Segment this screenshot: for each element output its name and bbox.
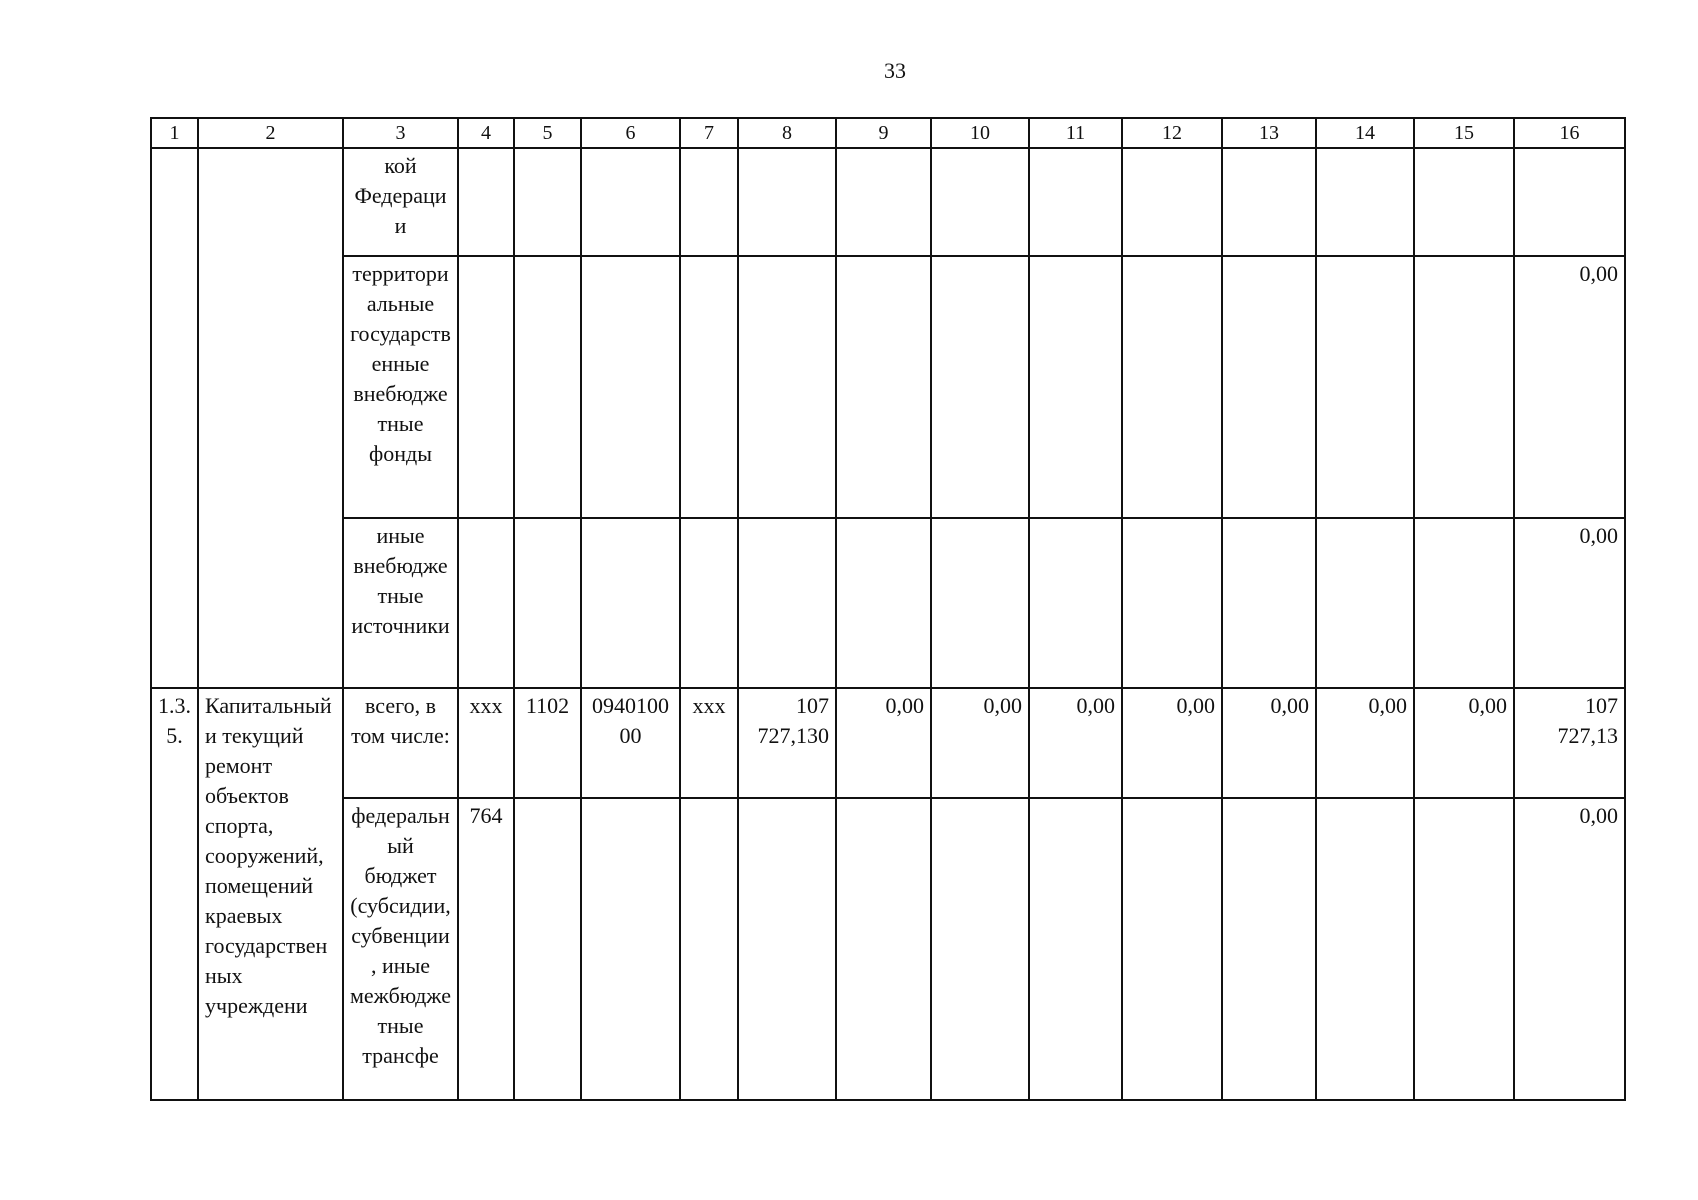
cell-c11: 0,00	[1029, 688, 1122, 798]
cell-c8	[738, 518, 836, 688]
cell-c9	[836, 148, 931, 256]
cell-c15	[1414, 256, 1514, 518]
cell-c8: 107 727,130	[738, 688, 836, 798]
cell-c6	[581, 518, 680, 688]
cell-c7: ххх	[680, 688, 738, 798]
cell-c5	[514, 256, 581, 518]
cell-c15	[1414, 148, 1514, 256]
cell-row-number	[151, 148, 198, 688]
header-cell-8: 8	[738, 118, 836, 148]
cell-source: федеральный бюджет (субсидии, субвенции, иные межбюджетные трансфе	[343, 798, 458, 1100]
cell-c14	[1316, 148, 1414, 256]
cell-c15: 0,00	[1414, 688, 1514, 798]
cell-c7	[680, 798, 738, 1100]
header-cell-13: 13	[1222, 118, 1316, 148]
cell-c16	[1514, 148, 1625, 256]
table-row	[151, 798, 1625, 1100]
cell-c15	[1414, 518, 1514, 688]
header-cell-5: 5	[514, 118, 581, 148]
cell-c9	[836, 798, 931, 1100]
header-cell-7: 7	[680, 118, 738, 148]
cell-c15	[1414, 798, 1514, 1100]
cell-c16: 0,00	[1514, 518, 1625, 688]
cell-c4: ххх	[458, 688, 514, 798]
cell-c7	[680, 148, 738, 256]
cell-c13	[1222, 798, 1316, 1100]
budget-table	[150, 117, 1626, 1101]
cell-c12	[1122, 518, 1222, 688]
cell-c10	[931, 518, 1029, 688]
cell-c4	[458, 256, 514, 518]
cell-c12: 0,00	[1122, 688, 1222, 798]
cell-c4	[458, 518, 514, 688]
cell-name: Капитальный и текущий ремонт объектов спорта, сооружений, помещений краевых государственных учреждени	[198, 688, 343, 1100]
cell-c5	[514, 148, 581, 256]
cell-c14	[1316, 256, 1414, 518]
table-row	[151, 518, 1625, 688]
header-cell-3: 3	[343, 118, 458, 148]
cell-c14: 0,00	[1316, 688, 1414, 798]
cell-c11	[1029, 148, 1122, 256]
cell-c10: 0,00	[931, 688, 1029, 798]
cell-c7	[680, 256, 738, 518]
cell-c8	[738, 148, 836, 256]
cell-c6	[581, 798, 680, 1100]
cell-c13	[1222, 518, 1316, 688]
cell-c12	[1122, 256, 1222, 518]
cell-name	[198, 148, 343, 688]
cell-c5	[514, 518, 581, 688]
header-cell-10: 10	[931, 118, 1029, 148]
cell-c12	[1122, 148, 1222, 256]
cell-source: кой Федерации	[343, 148, 458, 256]
cell-c9: 0,00	[836, 688, 931, 798]
header-cell-1: 1	[151, 118, 198, 148]
header-cell-9: 9	[836, 118, 931, 148]
header-cell-14: 14	[1316, 118, 1414, 148]
header-cell-11: 11	[1029, 118, 1122, 148]
header-cell-4: 4	[458, 118, 514, 148]
cell-c4	[458, 148, 514, 256]
header-cell-12: 12	[1122, 118, 1222, 148]
cell-c5	[514, 798, 581, 1100]
header-cell-16: 16	[1514, 118, 1625, 148]
cell-c11	[1029, 798, 1122, 1100]
header-cell-15: 15	[1414, 118, 1514, 148]
page-number: 33	[884, 58, 906, 83]
cell-c7	[680, 518, 738, 688]
cell-c10	[931, 256, 1029, 518]
cell-c6	[581, 256, 680, 518]
cell-c10	[931, 148, 1029, 256]
table-row	[151, 148, 1625, 256]
cell-source: иные внебюджетные источники	[343, 518, 458, 688]
cell-c4: 764	[458, 798, 514, 1100]
cell-c16: 0,00	[1514, 798, 1625, 1100]
cell-c14	[1316, 518, 1414, 688]
header-row	[151, 118, 1625, 148]
table-row	[151, 256, 1625, 518]
cell-c13	[1222, 256, 1316, 518]
cell-source: всего, в том числе:	[343, 688, 458, 798]
cell-c6	[581, 148, 680, 256]
cell-c8	[738, 798, 836, 1100]
cell-c11	[1029, 256, 1122, 518]
cell-c9	[836, 256, 931, 518]
cell-c6: 094010000	[581, 688, 680, 798]
cell-c16: 0,00	[1514, 256, 1625, 518]
cell-row-number: 1.3.5.	[151, 688, 198, 1100]
cell-source: территориальные государственные внебюджетные фонды	[343, 256, 458, 518]
cell-c9	[836, 518, 931, 688]
header-cell-2: 2	[198, 118, 343, 148]
table-row	[151, 688, 1625, 798]
cell-c13	[1222, 148, 1316, 256]
cell-c16: 107 727,13	[1514, 688, 1625, 798]
header-cell-6: 6	[581, 118, 680, 148]
cell-c11	[1029, 518, 1122, 688]
cell-c12	[1122, 798, 1222, 1100]
cell-c14	[1316, 798, 1414, 1100]
cell-c5: 1102	[514, 688, 581, 798]
cell-c10	[931, 798, 1029, 1100]
cell-c8	[738, 256, 836, 518]
cell-c13: 0,00	[1222, 688, 1316, 798]
